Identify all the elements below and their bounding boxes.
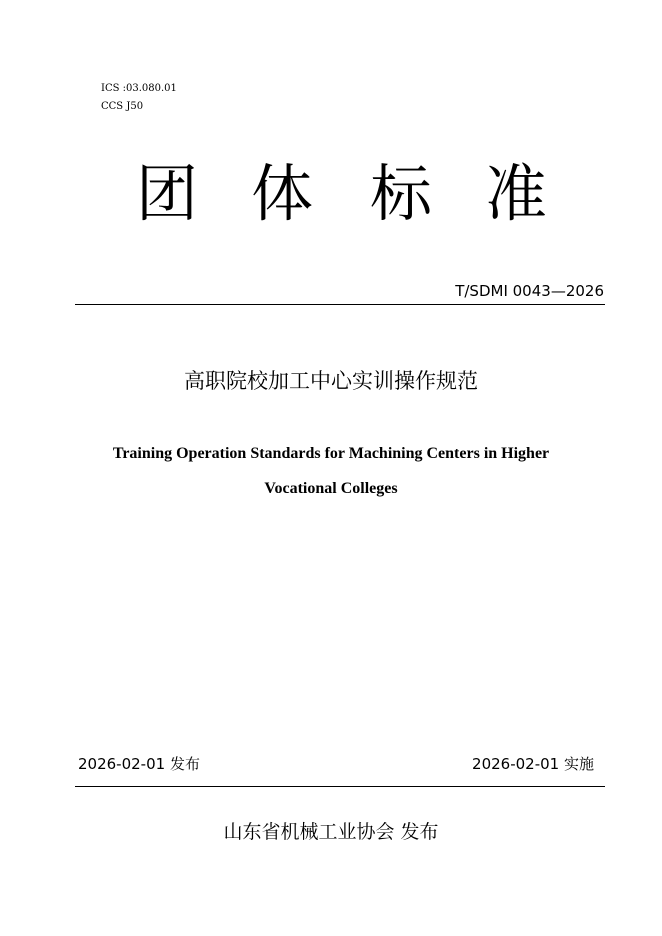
english-title (0, 436, 662, 506)
publisher: 山东省机械工业协会 发布 (223, 821, 439, 843)
title-char-3: 标 (369, 157, 432, 230)
implementation-date: 2026-02-01 实施 (472, 755, 594, 773)
ccs-code: CCS J50 (101, 101, 144, 112)
english-title-line-1: Training Operation Standards for Machining Centers in Higher (112, 445, 550, 462)
standard-number: T/SDMI 0043—2026 (455, 282, 604, 300)
ics-code: ICS :03.080.01 (101, 83, 177, 94)
issue-date: 2026-02-01 发布 (78, 755, 200, 773)
top-divider (75, 304, 605, 305)
chinese-title: 高职院校加工中心实训操作规范 (184, 369, 478, 393)
title-char-1: 团 (135, 157, 198, 230)
title-char-2: 体 (250, 157, 313, 230)
classification-codes (101, 80, 177, 116)
title-char-4: 准 (484, 157, 547, 230)
bottom-divider (75, 786, 605, 787)
english-title-line-2: Vocational Colleges (264, 480, 398, 497)
document-type-title (0, 154, 662, 234)
